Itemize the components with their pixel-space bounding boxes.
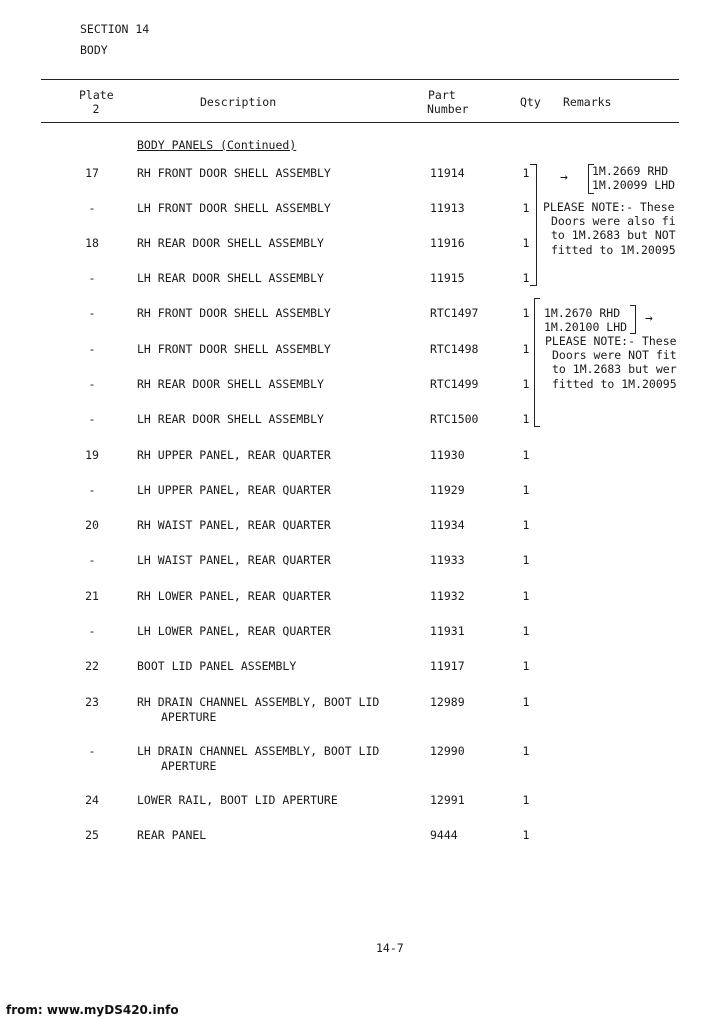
row-description-line: RH FRONT DOOR SHELL ASSEMBLY	[137, 306, 331, 320]
row-part-number: 11915	[430, 271, 465, 285]
row-description	[137, 377, 324, 392]
row-plate: 20	[85, 518, 99, 532]
row-description	[137, 448, 331, 463]
row-part-number: RTC1500	[430, 412, 479, 426]
row-plate: -	[88, 553, 96, 567]
row-description	[137, 271, 324, 286]
source-footer: from: www.myDS420.info	[6, 1003, 179, 1017]
note-2: PLEASE NOTE:- These Doors were NOT fit to 1M.2683 but wer fitted to 1M.20095	[545, 334, 677, 391]
row-qty: 1	[522, 342, 530, 356]
row-description	[137, 236, 324, 251]
row-plate: -	[88, 377, 96, 391]
col-header-plate: Plate 2	[79, 88, 114, 116]
row-part-number: 11917	[430, 659, 465, 673]
col-header-qty: Qty	[520, 95, 541, 109]
row-description-line: APERTURE	[161, 759, 217, 773]
row-part-number: RTC1497	[430, 306, 479, 320]
table-top-rule	[41, 79, 679, 80]
row-description	[137, 553, 331, 568]
row-description-line: RH UPPER PANEL, REAR QUARTER	[137, 448, 331, 462]
row-part-number: 12991	[430, 793, 465, 807]
row-qty: 1	[522, 483, 530, 497]
row-description-line: APERTURE	[161, 710, 217, 724]
qty-bracket-1	[530, 164, 537, 286]
row-description	[137, 306, 331, 321]
row-qty: 1	[522, 659, 530, 673]
row-description	[137, 744, 379, 774]
row-description-line: LH DRAIN CHANNEL ASSEMBLY, BOOT LID	[137, 744, 380, 758]
row-qty: 1	[522, 201, 530, 215]
col-header-part-number: Part Number	[427, 88, 469, 116]
row-qty: 1	[522, 695, 530, 709]
row-part-number: 12989	[430, 695, 465, 709]
row-part-number: 11929	[430, 483, 465, 497]
arrow-icon: →	[645, 311, 653, 326]
row-plate: 25	[85, 828, 99, 842]
row-description	[137, 624, 331, 639]
row-description-line: RH LOWER PANEL, REAR QUARTER	[137, 589, 331, 603]
row-description-line: LH REAR DOOR SHELL ASSEMBLY	[137, 412, 324, 426]
row-part-number: 11930	[430, 448, 465, 462]
row-description	[137, 793, 338, 808]
row-description-line: RH WAIST PANEL, REAR QUARTER	[137, 518, 331, 532]
section-name: BODY	[80, 43, 108, 57]
row-description	[137, 659, 296, 674]
row-description	[137, 518, 331, 533]
section-title: SECTION 14	[80, 22, 150, 36]
row-qty: 1	[522, 553, 530, 567]
row-description	[137, 483, 331, 498]
row-description	[137, 589, 331, 604]
row-qty: 1	[522, 412, 530, 426]
row-description	[137, 201, 331, 216]
row-description-line: LH UPPER PANEL, REAR QUARTER	[137, 483, 331, 497]
row-description	[137, 828, 206, 843]
row-part-number: 11931	[430, 624, 465, 638]
range-text-2: 1M.2670 RHD 1M.20100 LHD	[544, 306, 628, 334]
row-plate: 23	[85, 695, 99, 709]
row-qty: 1	[522, 624, 530, 638]
row-plate: 17	[85, 166, 99, 180]
row-plate: 22	[85, 659, 99, 673]
row-qty: 1	[522, 271, 530, 285]
row-qty: 1	[522, 518, 530, 532]
row-plate: 19	[85, 448, 99, 462]
row-description-line: RH REAR DOOR SHELL ASSEMBLY	[137, 377, 324, 391]
row-part-number: RTC1498	[430, 342, 479, 356]
subheading: BODY PANELS (Continued)	[137, 138, 297, 152]
row-description-line: RH DRAIN CHANNEL ASSEMBLY, BOOT LID	[137, 695, 380, 709]
row-plate: -	[88, 624, 96, 638]
qty-bracket-2	[534, 298, 540, 427]
row-plate: -	[88, 412, 96, 426]
row-qty: 1	[522, 793, 530, 807]
row-plate: -	[88, 483, 96, 497]
row-plate: -	[88, 744, 96, 758]
arrow-icon: →	[560, 170, 568, 185]
note-1: PLEASE NOTE:- These Doors were also fi to 1M.2683 but NOT fitted to 1M.20095	[543, 200, 676, 257]
row-qty: 1	[522, 306, 530, 320]
row-description-line: RH REAR DOOR SHELL ASSEMBLY	[137, 236, 324, 250]
row-description-line: BOOT LID PANEL ASSEMBLY	[137, 659, 297, 673]
row-description	[137, 342, 331, 357]
row-plate: -	[88, 306, 96, 320]
row-plate: -	[88, 342, 96, 356]
row-part-number: 11933	[430, 553, 465, 567]
row-qty: 1	[522, 377, 530, 391]
row-description	[137, 166, 331, 181]
row-description-line: LH REAR DOOR SHELL ASSEMBLY	[137, 271, 324, 285]
row-qty: 1	[522, 448, 530, 462]
row-part-number: 11914	[430, 166, 465, 180]
row-qty: 1	[522, 236, 530, 250]
range-text-1: 1M.2669 RHD 1M.20099 LHD	[592, 164, 676, 192]
row-part-number: 11913	[430, 201, 465, 215]
row-part-number: 12990	[430, 744, 465, 758]
row-description-line: RH FRONT DOOR SHELL ASSEMBLY	[137, 166, 331, 180]
row-qty: 1	[522, 589, 530, 603]
row-part-number: 9444	[430, 828, 458, 842]
row-part-number: RTC1499	[430, 377, 479, 391]
col-header-remarks: Remarks	[563, 95, 612, 109]
row-qty: 1	[522, 166, 530, 180]
range-bracket-2	[630, 305, 636, 334]
page-number: 14-7	[376, 941, 404, 955]
row-part-number: 11932	[430, 589, 465, 603]
row-part-number: 11934	[430, 518, 465, 532]
row-qty: 1	[522, 828, 530, 842]
row-description-line: LH LOWER PANEL, REAR QUARTER	[137, 624, 331, 638]
row-plate: 24	[85, 793, 99, 807]
row-plate: -	[88, 201, 96, 215]
row-description-line: LOWER RAIL, BOOT LID APERTURE	[137, 793, 338, 807]
row-plate: 21	[85, 589, 99, 603]
row-qty: 1	[522, 744, 530, 758]
table-header-rule	[41, 122, 679, 123]
row-description	[137, 695, 379, 725]
row-description-line: REAR PANEL	[137, 828, 207, 842]
col-header-description: Description	[200, 95, 277, 109]
row-description-line: LH FRONT DOOR SHELL ASSEMBLY	[137, 201, 331, 215]
row-plate: -	[88, 271, 96, 285]
row-description	[137, 412, 324, 427]
row-description-line: LH WAIST PANEL, REAR QUARTER	[137, 553, 331, 567]
row-plate: 18	[85, 236, 99, 250]
row-part-number: 11916	[430, 236, 465, 250]
row-description-line: LH FRONT DOOR SHELL ASSEMBLY	[137, 342, 331, 356]
